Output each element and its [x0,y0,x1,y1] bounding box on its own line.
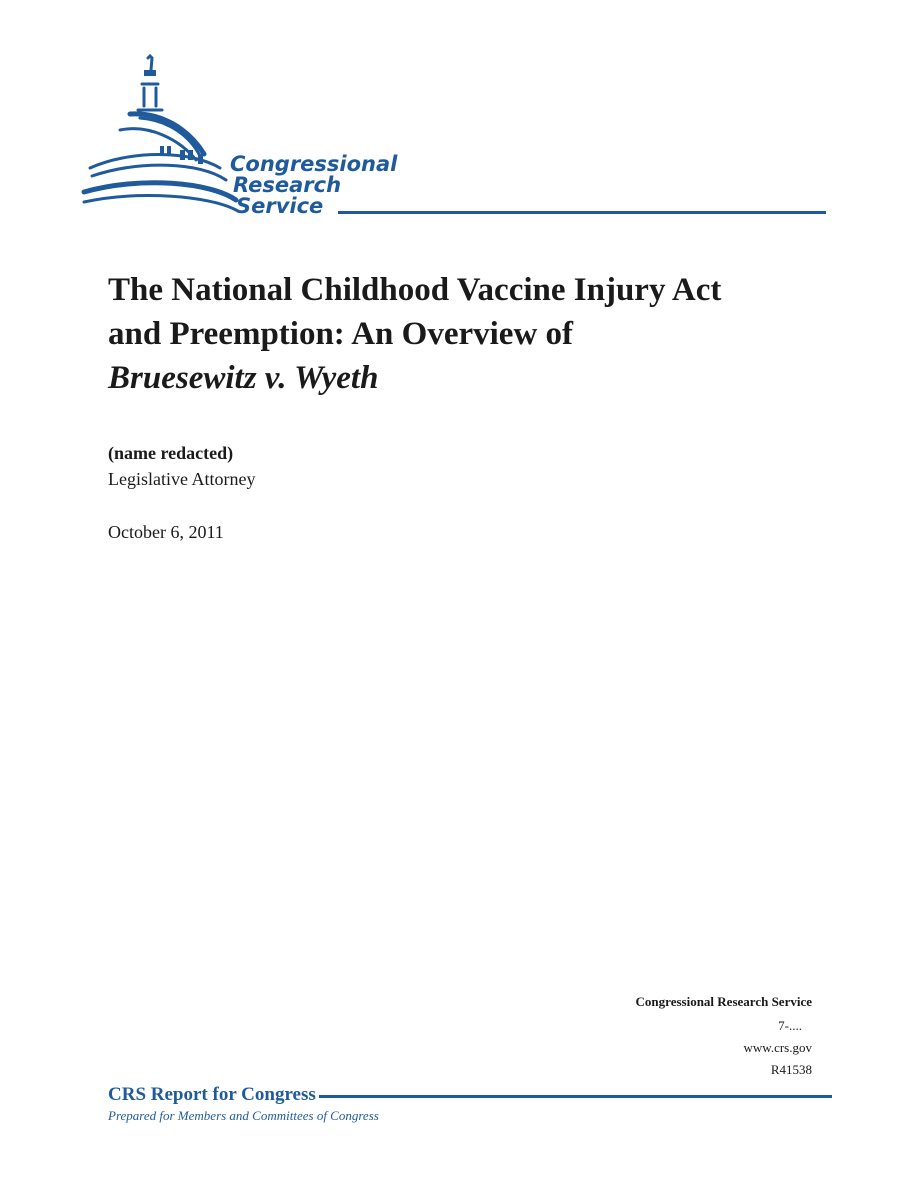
logo-line-2: Research [233,173,342,197]
logo-line-3: Service [236,194,324,218]
logo-rule [338,211,826,214]
report-meta [636,991,812,1081]
author-role: Legislative Attorney [108,469,256,489]
footer [108,1084,832,1124]
meta-org: Congressional Research Service [635,994,812,1009]
meta-number: 7-.... [778,1018,802,1033]
report-date: October 6, 2011 [108,522,224,542]
meta-website: www.crs.gov [743,1040,812,1055]
logo-line-1: Congressional [230,152,398,176]
title-line-1: The National Childhood Vaccine Injury Act [108,272,722,308]
footer-series: CRS Report for Congress [108,1084,316,1105]
author-block [108,440,255,492]
title-line-2: and Preemption: An Overview of [108,316,574,352]
meta-report-id: R41538 [770,1062,812,1077]
crs-logo [80,50,840,230]
report-title [108,268,828,400]
logo-wordmark [230,154,397,217]
footer-rule [319,1095,832,1098]
footer-subtitle: Prepared for Members and Committees of Congress [108,1108,379,1123]
title-case-name: Bruesewitz v. Wyeth [108,360,379,396]
author-name: (name redacted) [108,443,234,463]
capitol-dome-icon [80,50,240,225]
